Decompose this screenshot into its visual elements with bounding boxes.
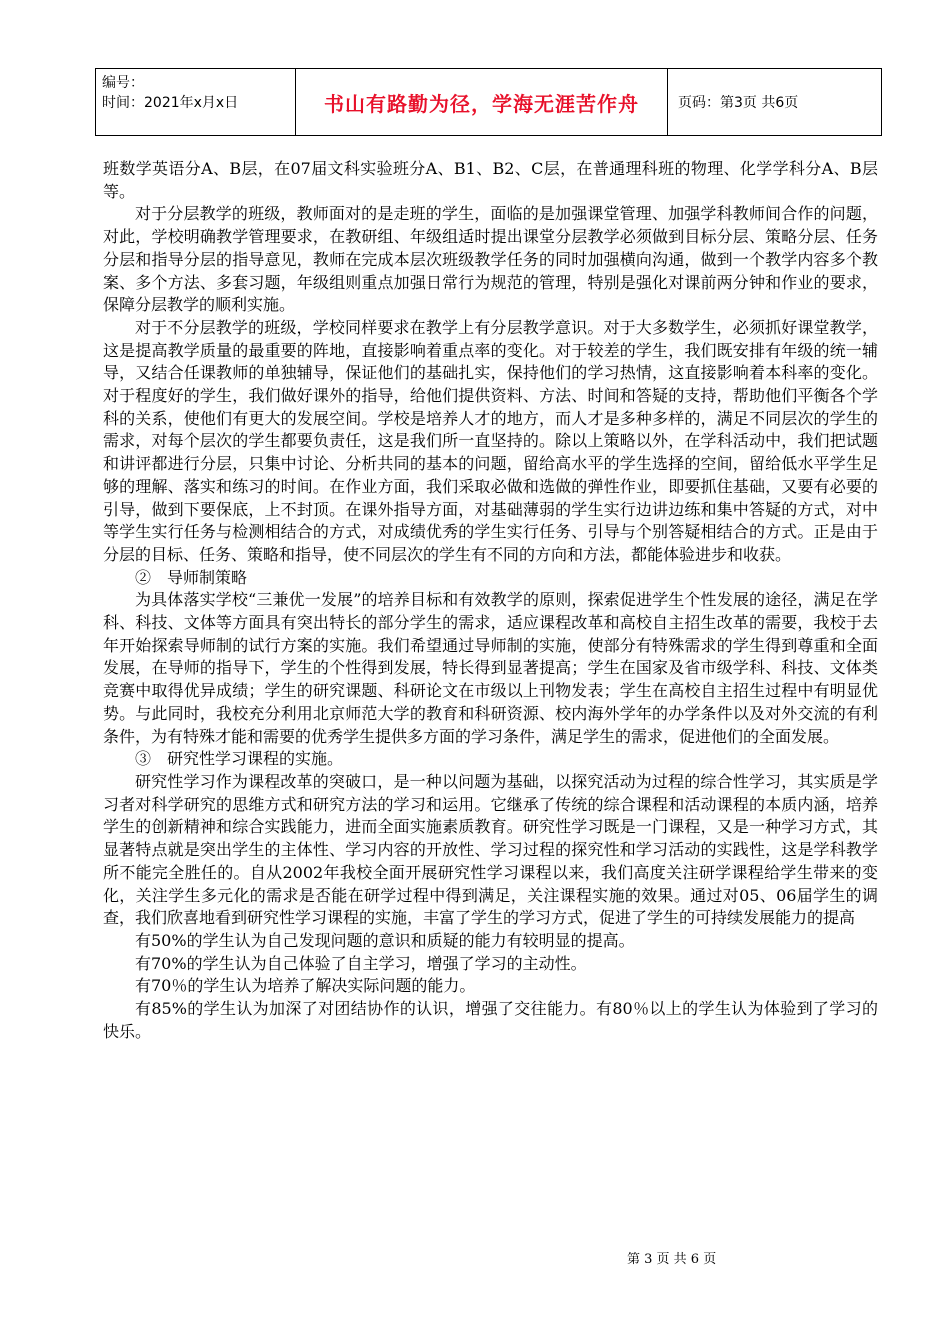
document-body	[103, 158, 878, 1043]
document-time-label: 时间：2021年x月x日	[102, 95, 239, 111]
survey-item-85: 有85%的学生认为加深了对团结协作的认识，增强了交往能力。有80％以上的学生认为体验到了学习的快乐。	[103, 999, 878, 1041]
paragraph-continuation: 班数学英语分A、B层，在07届文科实验班分A、B1、B2、C层，在普通理科班的物理、化学学科分A、B层等。	[103, 159, 878, 201]
paragraph-mentor-system: 为具体落实学校“三兼优一发展”的培养目标和有效教学的原则，探索促进学生个性发展的途径，满足在学科、科技、文体等方面具有突出特长的部分学生的需求，适应课程改革和高校自主招生改革的需要，我校于去年开始探索导师制的试行方案的实施。我们希望通过导师制的实施，使部分有特殊需求的学生得到尊重和全面发展，在导师的指导下，学生的个性得到发展，特长得到显著提高；学生在国家及省市级学科、科技、文体类竞赛中取得优异成绩；学生的研究课题、科研论文在市级以上刊物发表；学生在高校自主招生过程中有明显优势。与此同时，我校充分利用北京师范大学的教育和科研资源、校内海外学年的办学条件以及对外交流的有利条件，为有特殊才能和需要的优秀学生提供多方面的学习条件，满足学生的需求，促进他们的全面发展。	[103, 590, 878, 746]
paragraph-layered-classes: 对于分层教学的班级，教师面对的是走班的学生，面临的是加强课堂管理、加强学科教师间合作的问题，对此，学校明确教学管理要求，在教研组、年级组适时提出课堂分层教学必须做到目标分层、策略分层、任务分层和指导分层的指导意见，教师在完成本层次班级教学任务的同时加强横向沟通，做到一个教学内容多个教案、多个方法、多套习题，年级组则重点加强日常行为规范的管理，特别是强化对课前两分钟和作业的要求，保障分层教学的顺利实施。	[103, 204, 878, 315]
header-left-cell	[96, 69, 296, 135]
paragraph-research-learning: 研究性学习作为课程改革的突破口，是一种以问题为基础，以探究活动为过程的综合性学习，其实质是学习者对科学研究的思维方式和研究方法的学习和运用。它继承了传统的综合课程和活动课程的本质内涵，培养学生的创新精神和综合实践能力，进而全面实施素质教育。研究性学习既是一门课程，又是一种学习方式，其显著特点就是突出学生的主体性、学习内容的开放性、学习过程的探究性和学习活动的实践性，这是学科教学所不能完全胜任的。自从2002年我校全面开展研究性学习课程以来，我们高度关注研学课程给学生带来的变化，关注学生多元化的需求是否能在研学过程中得到满足，关注课程实施的效果。通过对05、06届学生的调查，我们欣喜地看到研究性学习课程的实施，丰富了学生的学习方式，促进了学生的可持续发展能力的提高	[103, 771, 878, 928]
survey-item-70a: 有70%的学生认为自己体验了自主学习，增强了学习的主动性。	[135, 953, 587, 973]
paragraph-non-layered-classes: 对于不分层教学的班级，学校同样要求在教学上有分层教学意识。对于大多数学生，必须抓好课堂教学，这是提高教学质量的最重要的阵地，直接影响着重点率的变化。对于较差的学生，我们既安排有年级的统一辅导，又结合任课教师的单独辅导，保证他们的基础扎实，保持他们的学习热情，这直接影响着本科率的变化。对于程度好的学生，我们做好课外的指导，给他们提供资料、方法、时间和答疑的支持，帮助他们平衡各个学科的关系，使他们有更大的发展空间。学校是培养人才的地方，而人才是多种多样的，满足不同层次的学生的需求，对每个层次的学生都要负责任，这是我们所一直坚持的。除以上策略以外，在学科活动中，我们把试题和讲评都进行分层，只集中讨论、分析共同的基本的问题，留给高水平的学生选择的空间，留给低水平学生足够的理解、落实和练习的时间。在作业方面，我们采取必做和选做的弹性作业，即要抓住基础，又要有必要的引导，做到下要保底，上不封顶。在课外指导方面，对基础薄弱的学生实行边讲边练和集中答疑的方式，对中等学生实行任务与检测相结合的方式，对成绩优秀的学生实行任务、引导与个别答疑相结合的方式。正是由于分层的目标、任务、策略和指导，使不同层次的学生有不同的方向和方法，都能体验进步和收获。	[103, 317, 878, 564]
document-number-label: 编号：	[102, 75, 144, 91]
header-page-label: 页码：第3页 共6页	[678, 95, 799, 111]
survey-item-50: 有50%的学生认为自己发现问题的意识和质疑的能力有较明显的提高。	[135, 930, 635, 950]
section-heading-research-learning: ③ 研究性学习课程的实施。	[135, 749, 344, 769]
page-footer: 第 3 页 共 6 页	[627, 1252, 717, 1267]
section-heading-mentor-system: ② 导师制策略	[135, 567, 248, 587]
header-motto: 书山有路勤为径，学海无涯苦作舟	[296, 69, 668, 135]
page-header	[95, 68, 882, 136]
survey-item-70b: 有70％的学生认为培养了解决实际问题的能力。	[135, 976, 476, 996]
